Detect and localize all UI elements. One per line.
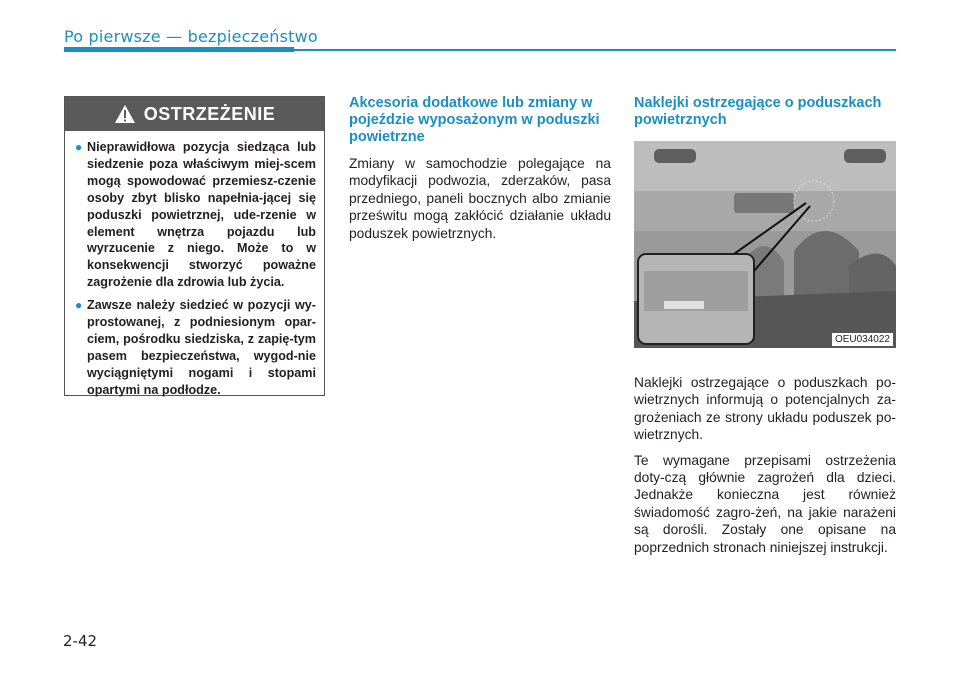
- image-code: OEU034022: [832, 333, 893, 346]
- warning-list: [65, 131, 324, 399]
- airbag-label-photo: [634, 141, 896, 348]
- warning-header: [65, 97, 324, 131]
- labels-heading: Naklejki ostrzegające o poduszkach powietrznych: [634, 95, 882, 128]
- section-title: Po pierwsze — bezpieczeństwo: [64, 27, 318, 46]
- warning-item-text: Nieprawidłowa pozycja siedząca lub siedzenie poza właściwym miej-scem mogą spowodować przemiesz-czenie osoby zbyt blisko napełnia-jącej się poduszki powietrznej, ude-rzenie w element wnętrza pojazdu lub wyrzucenie z niego. Może to w konsekwencji stworzyć poważne zagrożenie dla zdrowia lub życia.: [87, 140, 316, 290]
- warning-triangle-icon: [114, 104, 136, 124]
- labels-paragraph: Te wymagane przepisami ostrzeżenia doty-czą głównie zagrożeń dla dzieci. Jednakże konieczna jest również świadomość zagro-żeń, na jakie narażeni są dorośli. Zostały one opisane na poprzednich stronach niniejszej instrukcji.: [634, 452, 896, 555]
- header-rule-thin: [294, 49, 896, 51]
- bullet-icon: ●: [75, 140, 83, 154]
- accessories-heading: Akcesoria dodatkowe lub zmiany w pojeździe wyposażonym w poduszki powietrzne: [349, 95, 600, 145]
- warning-box: [64, 96, 325, 396]
- warning-item-text: Zawsze należy siedzieć w pozycji wy-prostowanej, z podniesionym opar-ciem, pośrodku siedziska, z zapię-tym pasem bezpieczeństwa, wygod-nie wyciągniętymi nogami i stopami opartymi na podłodze.: [87, 298, 316, 397]
- header-rule-thick: [64, 47, 294, 52]
- warning-item: [75, 297, 316, 398]
- labels-body: [634, 374, 896, 564]
- car-interior-illustration: [634, 141, 896, 348]
- warning-item: [75, 139, 316, 291]
- accessories-paragraph: Zmiany w samochodzie polegające na modyfikacji podwozia, zderzaków, pasa przedniego, paneli bocznych albo zmianie prześwitu mogą zakłócić działanie układu poduszek powietrznych.: [349, 156, 611, 241]
- accessories-body: [349, 155, 611, 250]
- bullet-icon: ●: [75, 298, 83, 313]
- labels-paragraph: Naklejki ostrzegające o poduszkach po-wietrznych informują o potencjalnych za-grożeniach ze strony układu poduszek po-wietrznych.: [634, 375, 896, 443]
- page-number: 2-42: [63, 632, 98, 650]
- warning-title: OSTRZEŻENIE: [143, 103, 276, 124]
